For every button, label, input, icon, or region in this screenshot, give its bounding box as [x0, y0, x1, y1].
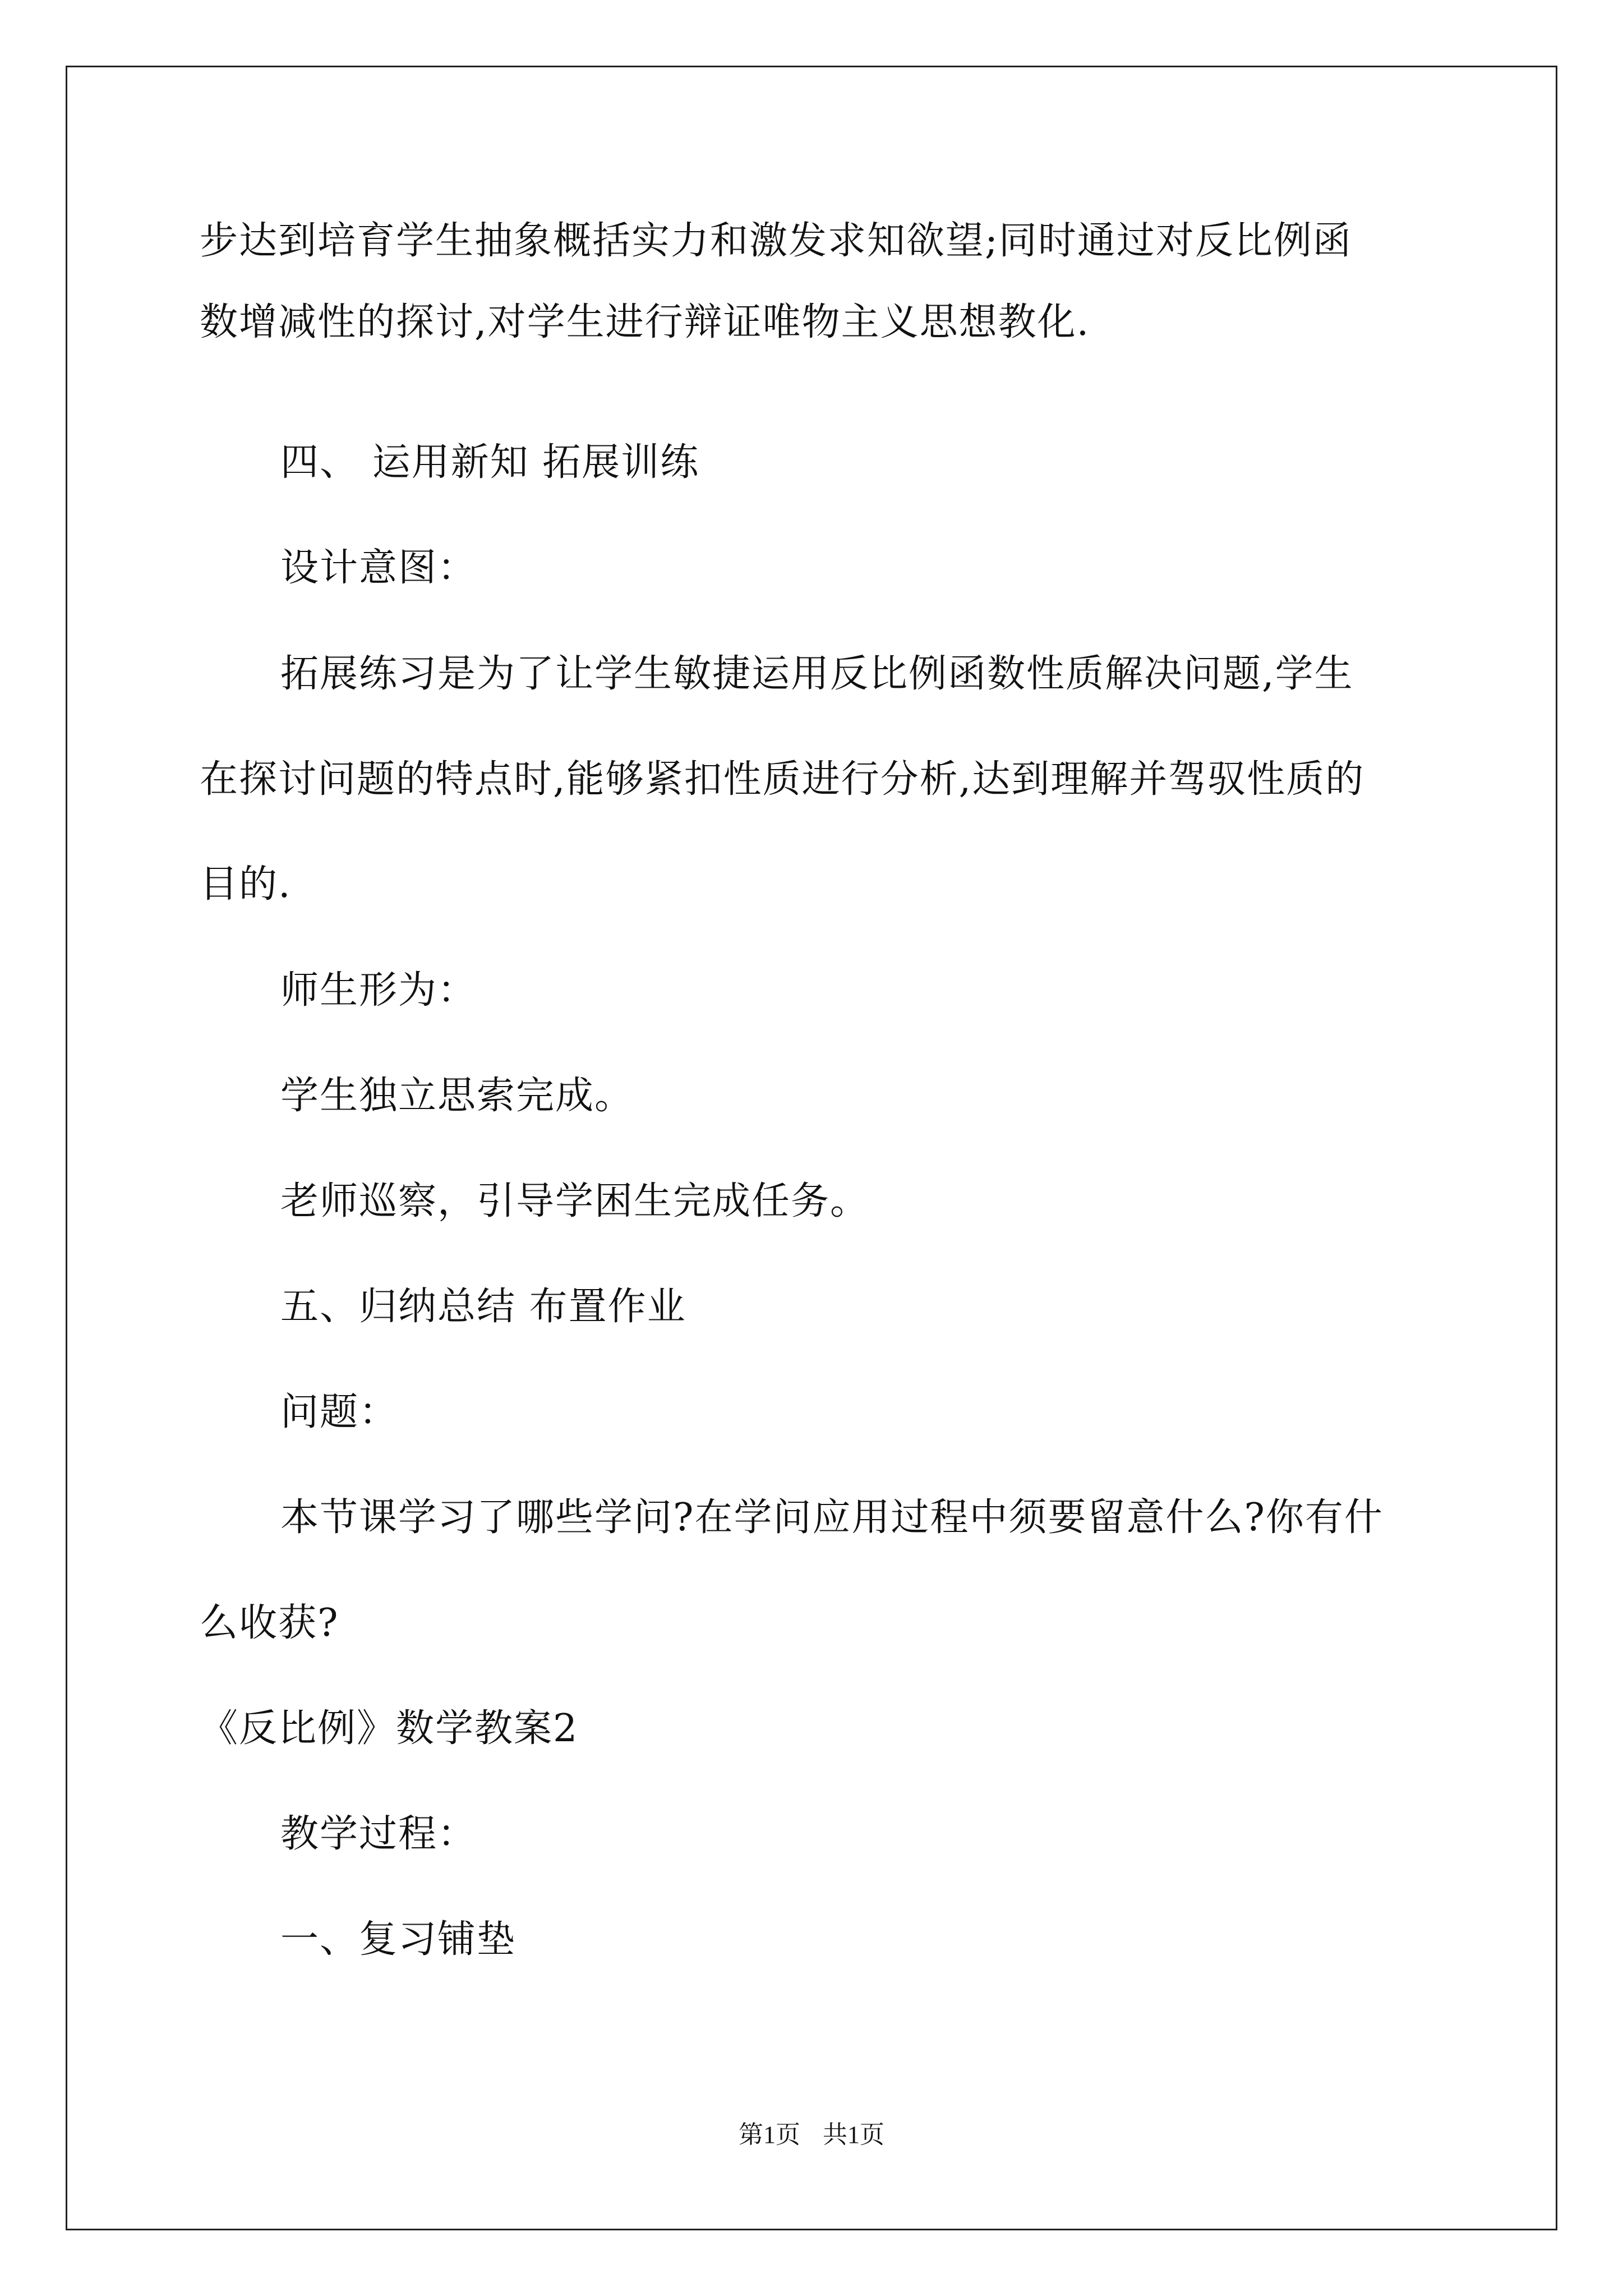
document-title: 《反比例》数学教案2 [200, 1706, 579, 1751]
paragraph-line: 本节课学习了哪些学问?在学问应用过程中须要留意什么?你有什 [280, 1496, 1384, 1540]
subheading: 师生形为： [280, 968, 477, 1013]
paragraph-line: 老师巡察，引导学困生完成任务。 [280, 1179, 870, 1223]
paragraph-line: 目的. [200, 862, 292, 907]
paragraph-line: 数增减性的探讨,对学生进行辩证唯物主义思想教化. [200, 300, 1090, 344]
paragraph-line: 在探讨问题的特点时,能够紧扣性质进行分析,达到理解并驾驭性质的 [200, 757, 1365, 802]
page-footer [0, 2119, 1623, 2151]
page-border [66, 66, 1557, 2230]
section-heading: 四、 运用新知 拓展训练 [280, 440, 700, 485]
section-heading: 五、归纳总结 布置作业 [280, 1285, 686, 1329]
subheading: 设计意图： [280, 546, 477, 590]
section-heading: 一、复习铺垫 [280, 1917, 517, 1962]
page-number: 第1页 [739, 2121, 800, 2148]
subheading: 问题： [280, 1390, 399, 1434]
paragraph-line: 学生独立思索完成。 [280, 1074, 634, 1118]
paragraph-line: 拓展练习是为了让学生敏捷运用反比例函数性质解决问题,学生 [280, 652, 1354, 696]
subheading: 教学过程： [280, 1812, 477, 1856]
paragraph-line: 步达到培育学生抽象概括实力和激发求知欲望;同时通过对反比例函 [200, 219, 1352, 263]
paragraph-line: 么收获? [200, 1601, 339, 1645]
page-total: 共1页 [823, 2121, 884, 2148]
